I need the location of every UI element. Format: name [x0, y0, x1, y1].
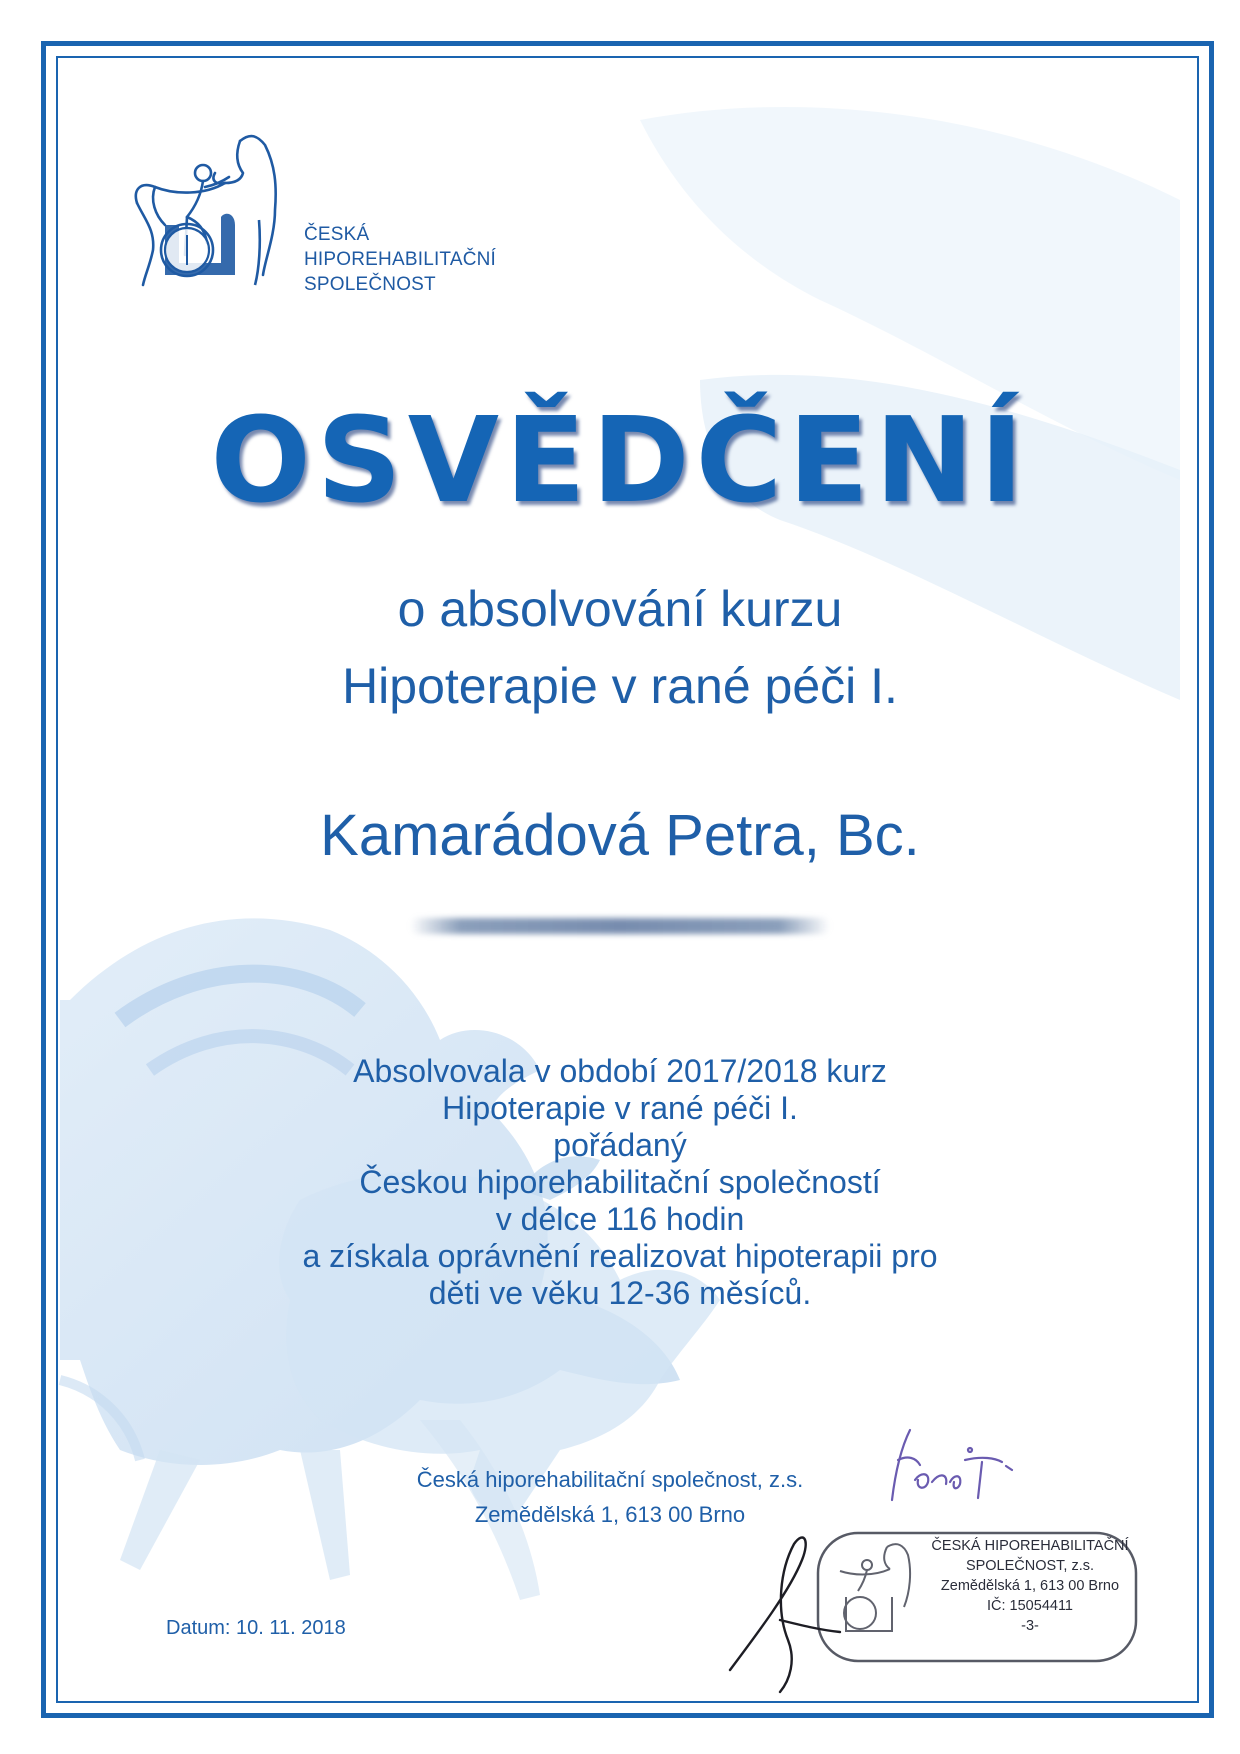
recipient-name: Kamarádová Petra, Bc.	[320, 803, 920, 868]
stamp-line-2: SPOLEČNOST, z.s.	[965, 1558, 1095, 1574]
certificate-title: OSVĚDČENÍ	[210, 391, 1030, 529]
logo-line-1: ČESKÁ	[304, 224, 370, 245]
body-line-4: Českou hiporehabilitační společností	[359, 1164, 881, 1200]
certificate-body	[0, 1053, 1240, 1312]
issuer-name: Česká hiporehabilitační společnost, z.s.	[416, 1467, 804, 1492]
stamp-line-1: ČESKÁ HIPOREHABILITAČNÍ	[931, 1538, 1129, 1554]
body-line-1: Absolvovala v období 2017/2018 kurz	[353, 1053, 887, 1089]
issuer-address: Zemědělská 1, 613 00 Brno	[474, 1502, 746, 1527]
issue-date: Datum: 10. 11. 2018	[166, 1617, 346, 1639]
logo-line-3: SPOLEČNOST	[304, 274, 436, 295]
body-line-3: pořádaný	[553, 1127, 687, 1163]
stamp-line-3: Zemědělská 1, 613 00 Brno	[940, 1578, 1120, 1594]
body-line-2: Hipoterapie v rané péči I.	[442, 1090, 798, 1126]
subtitle-line-1: o absolvování kurzu	[397, 581, 843, 637]
logo-line-2: HIPOREHABILITAČNÍ	[304, 249, 497, 270]
body-line-5: v délce 116 hodin	[495, 1201, 745, 1237]
stamp-line-4: IČ: 15054411	[987, 1598, 1073, 1614]
body-line-6: a získala oprávnění realizovat hipoterapii pro	[302, 1238, 938, 1274]
body-line-7: děti ve věku 12-36 měsíců.	[428, 1275, 812, 1311]
subtitle-line-2: Hipoterapie v rané péči I.	[342, 658, 898, 714]
redacted-line	[410, 918, 830, 934]
stamp-line-5: -3-	[1021, 1618, 1039, 1634]
handwritten-signatures	[720, 1420, 1140, 1720]
logo-wordmark	[304, 222, 496, 297]
